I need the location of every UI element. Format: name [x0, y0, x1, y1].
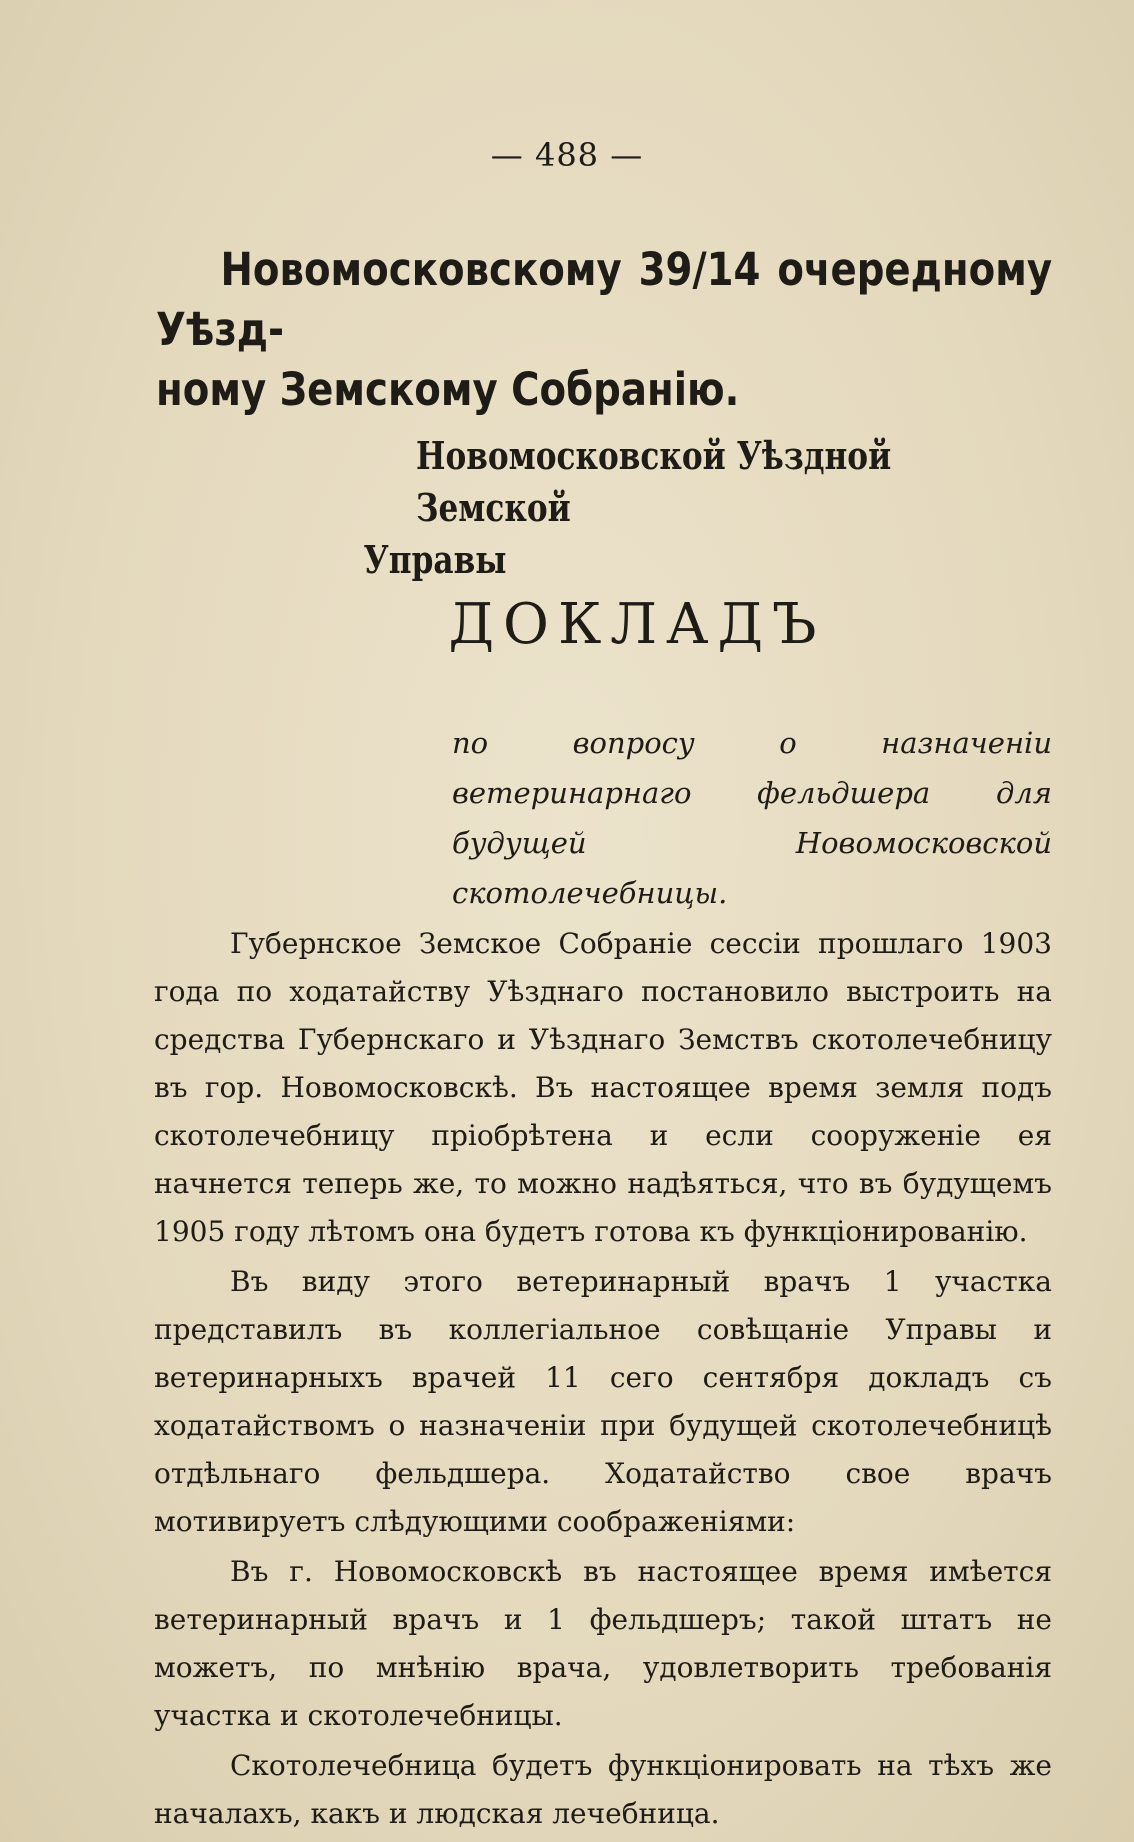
- paragraph: Въ г. Новомосковскѣ въ настоящее время имѣется ветеринарный врачъ и 1 фельдшеръ; такой штатъ не можетъ, по мнѣнію врача, удовлетворить требованія участка и скотолечебницы.: [154, 1555, 1052, 1732]
- addressee-heading-line-1-text: Новомосковскому 39/14 очередному Уѣзд-: [156, 243, 1053, 356]
- document-topic: по вопросу о назначеніи ветеринарнаго фельдшера для будущей Новомосковской скотолечебницы.: [452, 726, 1052, 910]
- body-text: [154, 920, 1052, 1838]
- page-number: — 488 —: [490, 136, 644, 174]
- sender-heading-line-1: Новомосковской Уѣздной Земской: [416, 433, 892, 530]
- addressee-heading: [156, 240, 1052, 420]
- addressee-heading-line-1: [156, 240, 1052, 360]
- paragraph: Въ виду этого ветеринарный врачъ 1 участка представилъ въ коллегіальное совѣщаніе Управы и ветеринарныхъ врачей 11 сего сентября докладъ съ ходатайствомъ о назначеніи при будущей скотолечебницѣ отдѣльнаго фельдшера. Ходатайство свое врачъ мотивируетъ слѣдующими соображеніями:: [154, 1265, 1052, 1538]
- paragraph: Губернское Земское Собраніе сессіи прошлаго 1903 года по ходатайству Уѣзднаго постановило выстроить на средства Губернскаго и Уѣзднаго Земствъ скотолечебницу въ гор. Новомосковскѣ. Въ настоящее время земля подъ скотолечебницу пріобрѣтена и если сооруженіе ея начнется теперь же, то можно надѣяться, что въ будущемъ 1905 году лѣтомъ она будетъ готова къ функціонированію.: [154, 927, 1052, 1248]
- paragraph: Скотолечебница будетъ функціонировать на тѣхъ же началахъ, какъ и людская лечебница.: [154, 1749, 1052, 1830]
- document-title: ДОКЛАДЪ: [448, 592, 826, 657]
- addressee-heading-line-2: ному Земскому Собранію.: [156, 363, 740, 416]
- sender-heading-line-2: Управы: [363, 537, 507, 582]
- sender-heading: [363, 430, 1056, 586]
